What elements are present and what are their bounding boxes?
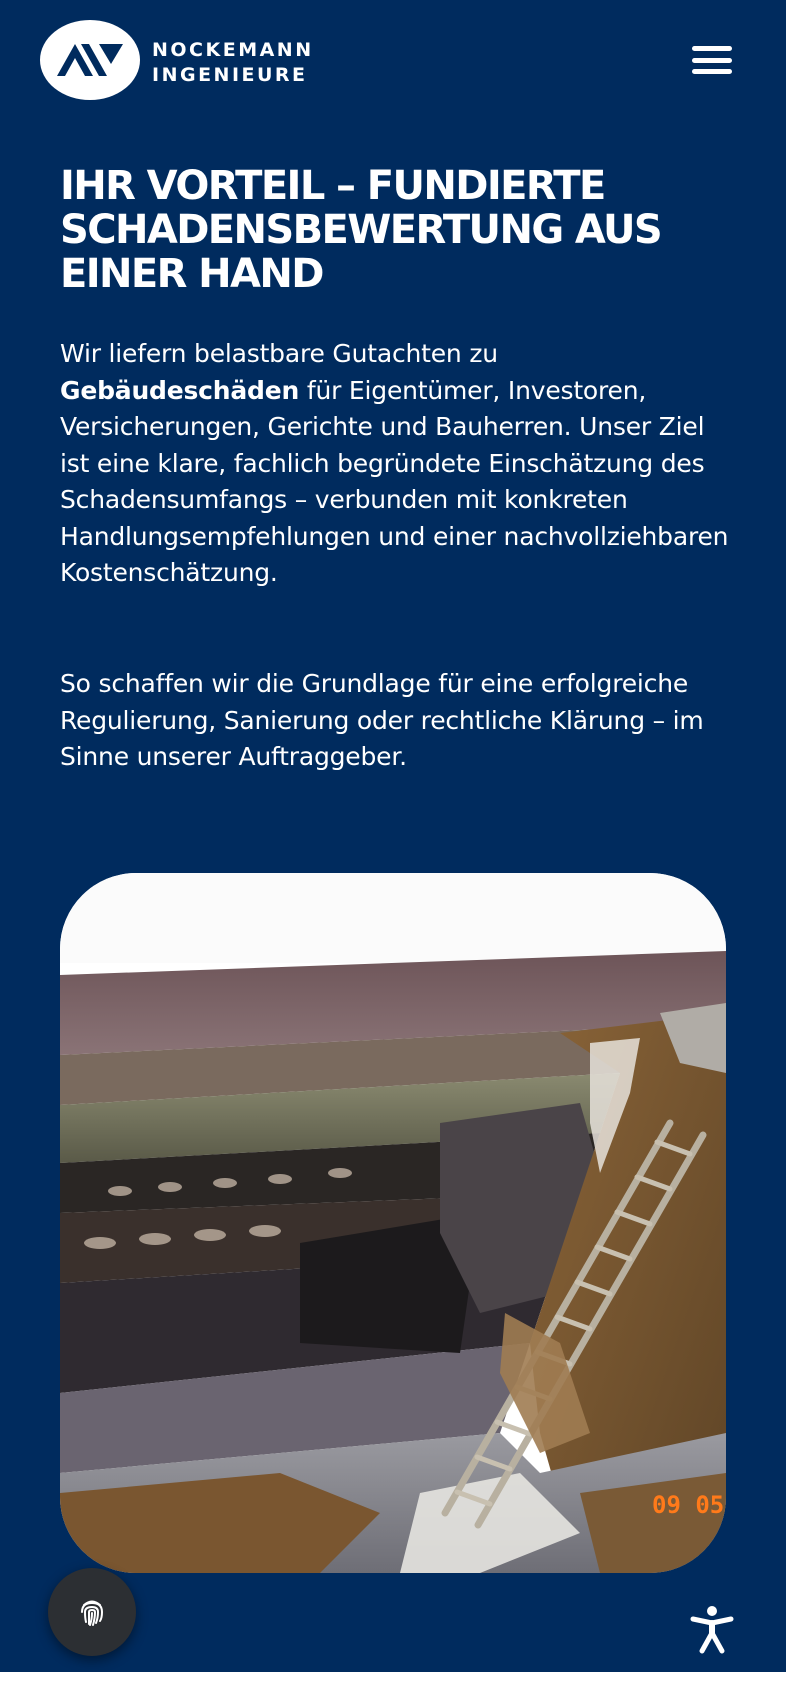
title-line-2: SCHADENSBEWERTUNG AUS [60, 207, 662, 253]
site-header [0, 0, 786, 120]
excavation-photo-illustration [60, 873, 726, 1573]
logo-mark[interactable] [40, 20, 140, 100]
logo-wordmark[interactable] [152, 38, 314, 88]
accessibility-button[interactable] [686, 1602, 738, 1658]
hamburger-menu-icon[interactable] [690, 42, 734, 78]
intro-text-end: für Eigentümer, Investoren, Versicherungen, Gerichte und Bauherren. Unser Ziel ist eine klare, fachlich begründete Einschätzung des Schadensumfangs – verbunden mit konkreten Handlungsempfehlungen und einer nachvollziehbaren Kostenschätzung. [60, 375, 729, 587]
logo-icon [55, 40, 125, 80]
intro-text-start: Wir liefern belastbare Gutachten zu [60, 339, 498, 368]
intro-paragraph [60, 336, 740, 592]
bottom-strip [0, 1672, 786, 1704]
title-line-1: IHR VORTEIL – FUNDIERTE [60, 163, 605, 209]
logo-line-1: NOCKEMANN [152, 39, 314, 61]
page-title [60, 164, 740, 296]
logo-line-2: INGENIEURE [152, 64, 308, 86]
second-paragraph: So schaffen wir die Grundlage für eine erfolgreiche Regulierung, Sanierung oder rechtliche Klärung – im Sinne unserer Auftraggeber. [60, 669, 704, 771]
cookie-settings-button[interactable] [48, 1568, 136, 1656]
damage-photo [60, 873, 726, 1573]
photo-timestamp: 09 05 [652, 1491, 725, 1519]
intro-bold-term: Gebäudeschäden [60, 375, 300, 405]
fingerprint-icon [74, 1594, 110, 1630]
accessibility-icon [690, 1605, 734, 1655]
title-line-3: EINER HAND [60, 251, 323, 297]
